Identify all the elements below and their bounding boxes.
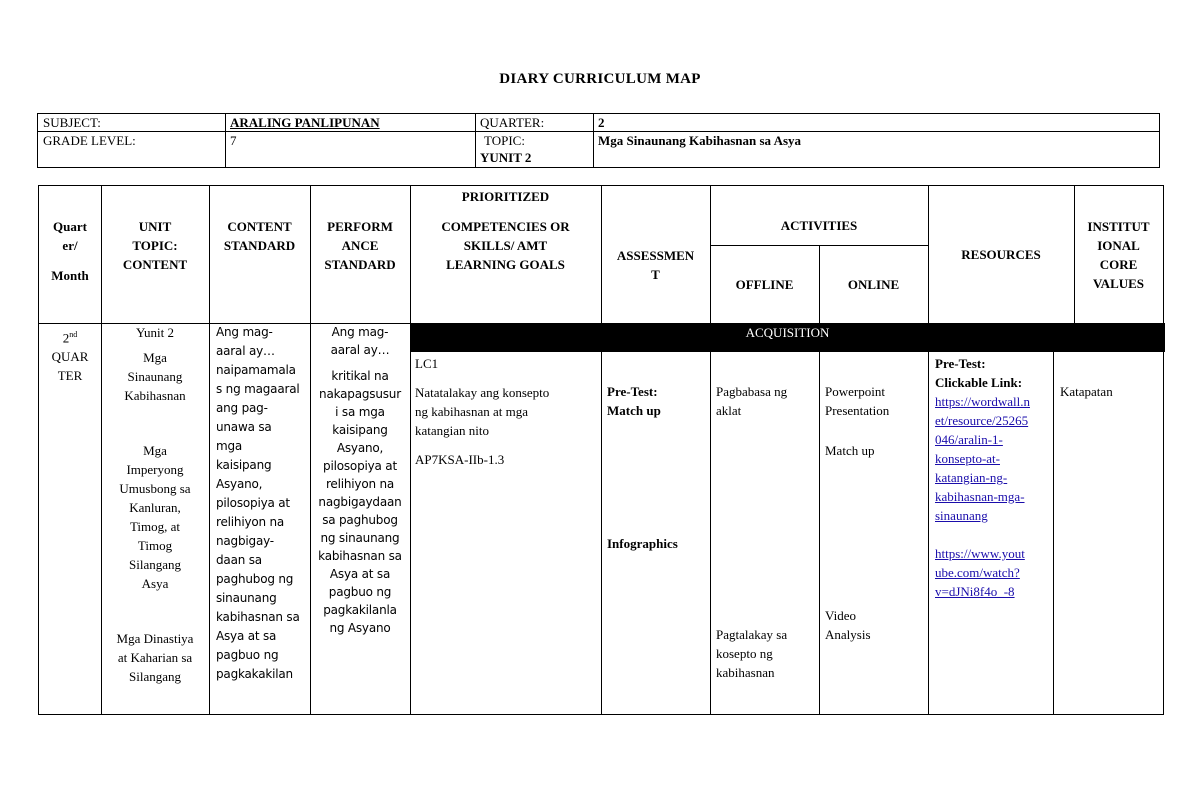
divider (38, 131, 1159, 132)
header-institutional-values: INSTITUT IONAL CORE VALUES (1087, 219, 1150, 291)
core-values-cell: Katapatan (1060, 384, 1113, 399)
performance-standard-cell: Ang mag- aaral ay… kritikal na nakapagsusur i sa mga kaisipang Asyano, pilosopiya at relihiyon na nagbigaydaan sa paghubog ng sinaunang kabihasnan sa Asya at sa pagbuo ng pagkakilanla ng Asyano (318, 325, 402, 635)
header-content-standard: CONTENT STANDARD (223, 219, 296, 253)
content-standard-cell: Ang mag- aaral ay… naipamamala s ng magaaral ang pag- unawa sa mga kaisipang Asyano, pilosopiya at relihiyon na nagbigay- daan sa paghubog ng sinaunang kabihasnan sa Asya at sa pagbuo ng pagkakakilan (216, 325, 300, 681)
competency-cell: LC1 Natatalakay ang konsepto ng kabihasnan at mga katangian nito AP7KSA-IIb-1.3 (415, 354, 601, 469)
acquisition-band: ACQUISITION (410, 323, 1165, 352)
lc-code-label: LC1 (415, 356, 439, 371)
quarter-cell: 2nd QUAR TER (51, 330, 89, 384)
page-title: DIARY CURRICULUM MAP (499, 71, 701, 87)
subject-label: SUBJECT: (43, 115, 101, 130)
header-competencies: COMPETENCIES OR SKILLS/ AMT LEARNING GOALS (441, 219, 570, 272)
header-assessment: ASSESSMEN T (616, 248, 695, 282)
divider (819, 246, 820, 714)
divider (928, 186, 929, 714)
info-table (37, 113, 1160, 168)
header-resources: RESOURCES (961, 247, 1041, 262)
grade-value: 7 (230, 133, 237, 148)
divider (710, 245, 928, 246)
quarter-value: 2 (598, 115, 605, 130)
header-offline: OFFLINE (735, 277, 794, 292)
grade-label: GRADE LEVEL: (43, 133, 136, 148)
unit-topic-cell: Yunit 2 Mga Sinaunang Kabihasnan Mga Imperyong Umusbong sa Kanluran, Timog, at Timog Silangang Asya Mga Dinastiya at Kaharian sa Silangang (116, 325, 194, 684)
curriculum-table (38, 185, 1164, 715)
header-unit-topic: UNIT TOPIC: CONTENT (122, 219, 188, 272)
quarter-label: QUARTER: (480, 115, 545, 130)
header-online: ONLINE (847, 277, 900, 292)
header-quarter: Quart er/ Month (51, 219, 89, 283)
offline-activities-cell: Pagbabasa ng aklat Pagtalakay sa kosepto ng kabihasnan (716, 384, 788, 680)
divider (209, 186, 210, 714)
assessment-cell: Pre-Test: Match up Infographics (607, 384, 678, 551)
header-activities: ACTIVITIES (780, 218, 858, 233)
wordwall-link[interactable]: https://wordwall.n et/resource/25265 046/aralin-1- konsepto-at- katangian-ng- kabihasnan-mga- sinaunang (935, 394, 1030, 523)
topic-label: TOPIC: (484, 133, 525, 148)
header-prioritized: PRIORITIZED (461, 189, 550, 204)
youtube-link[interactable]: https://www.yout ube.com/watch? v=dJNi8f4o_-8 (935, 546, 1025, 599)
divider (1053, 352, 1054, 714)
divider (710, 186, 711, 714)
topic-sub: YUNIT 2 (480, 150, 532, 165)
header-performance-standard: PERFORM ANCE STANDARD (324, 219, 396, 272)
topic-value: Mga Sinaunang Kabihasnan sa Asya (598, 133, 802, 148)
online-activities-cell: Powerpoint Presentation Match up Video Analysis (825, 384, 890, 642)
subject-value: ARALING PANLIPUNAN (230, 115, 380, 130)
resources-cell: Pre-Test: Clickable Link: https://wordwall.n et/resource/25265 046/aralin-1- konsepto-at- katangian-ng- kabihasnan-mga- sinaunang https://www.yout ube.com/watch? v=dJNi8f4o_-8 (935, 354, 1053, 601)
competency-code: AP7KSA-IIb-1.3 (415, 452, 505, 467)
